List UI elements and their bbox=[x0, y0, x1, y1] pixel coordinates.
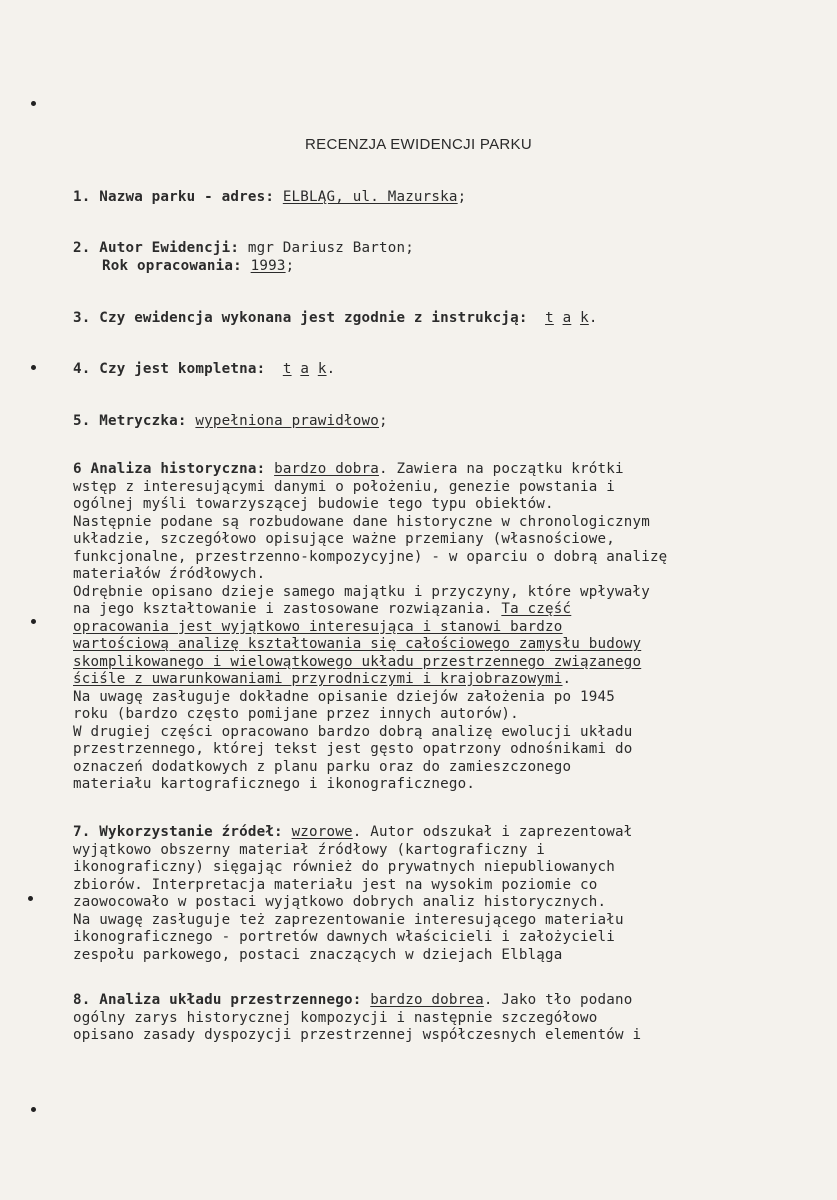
punch-hole-mark-5 bbox=[31, 1107, 36, 1112]
section-7-line-1 bbox=[73, 824, 633, 842]
text-line: W drugiej części opracowano bardzo dobrą analizę ewolucji układu bbox=[73, 723, 633, 740]
section-3 bbox=[73, 310, 598, 328]
text-line: . Jako tło podano bbox=[483, 992, 633, 1008]
park-address: ELBLĄG, ul. Mazurska bbox=[282, 189, 458, 205]
text-line: zaowocowało w postaci wyjątkowo dobrych analiz historycznych. bbox=[73, 894, 607, 910]
underlined-line: wartościową analizę kształtowania się całościowego zamysłu budowy bbox=[73, 636, 642, 652]
text-fragment: na jego kształtowanie i zastosowane rozwiązania. bbox=[73, 601, 502, 617]
text-line: . Zawiera na początku krótki bbox=[378, 461, 624, 477]
answer-letter: k bbox=[580, 310, 589, 326]
author-name: mgr Dariusz Barton; bbox=[247, 240, 414, 256]
section-5-label: 5. Metryczka: bbox=[73, 413, 187, 429]
answer-letter: a bbox=[562, 310, 572, 326]
underlined-line: skomplikowanego i wielowątkowego układu przestrzennego związanego bbox=[73, 653, 642, 670]
section-2 bbox=[73, 240, 414, 258]
text-line: ikonograficzny) sięgając również do prywatnych niepubliowanych bbox=[73, 859, 615, 875]
punctuation: ; bbox=[457, 189, 467, 205]
text-line: materiału kartograficznego i ikonograficznego. bbox=[73, 776, 476, 792]
punctuation: . bbox=[588, 310, 598, 326]
section-5 bbox=[73, 413, 388, 431]
year-value: 1993 bbox=[250, 258, 286, 274]
text-line: Odrębnie opisano dzieje samego majątku i przyczyny, które wpływały bbox=[73, 583, 650, 600]
text-line: opisano zasady dyspozycji przestrzennej współczesnych elementów i bbox=[73, 1027, 642, 1043]
section-6-label: 6 Analiza historyczna: bbox=[73, 461, 266, 477]
section-1-label: 1. Nazwa parku - adres: bbox=[73, 189, 275, 205]
answer-letter: t bbox=[282, 361, 292, 377]
text-line: zespołu parkowego, postaci znaczących w dziejach Elbląga bbox=[73, 946, 563, 963]
section-1 bbox=[73, 189, 466, 207]
underlined-fragment: ściśle z uwarunkowaniami przyrodniczymi i krajobrazowymi bbox=[73, 671, 563, 687]
text-line: zbiorów. Interpretacja materiału jest na wysokim poziomie co bbox=[73, 876, 598, 893]
section-6-grade: bardzo dobra bbox=[274, 461, 379, 477]
text-line bbox=[73, 671, 571, 689]
section-4 bbox=[73, 361, 335, 379]
year-label: Rok opracowania: bbox=[102, 258, 242, 274]
punctuation: ; bbox=[285, 258, 295, 274]
section-7-label: 7. Wykorzystanie źródeł: bbox=[73, 824, 283, 840]
text-line: Na uwagę zasługuje też zaprezentowanie interesującego materiału bbox=[73, 911, 624, 928]
underlined-fragment: Ta część bbox=[501, 601, 572, 617]
text-line: ogólnej myśli towarzyszącej budowie tego typu obiektów. bbox=[73, 496, 554, 512]
section-2-label: 2. Autor Ewidencji: bbox=[73, 240, 240, 256]
text-line: wstęp z interesującymi danymi o położeniu, genezie powstania i bbox=[73, 478, 615, 495]
underlined-line: opracowania jest wyjątkowo interesująca i stanowi bardzo bbox=[73, 618, 563, 635]
section-6-line-1 bbox=[73, 461, 624, 479]
section-8-label: 8. Analiza układu przestrzennego: bbox=[73, 992, 362, 1008]
text-line: ikonograficznego - portretów dawnych właścicieli i założycieli bbox=[73, 929, 615, 945]
answer-letter: a bbox=[300, 361, 310, 377]
punch-hole-mark-4 bbox=[28, 896, 33, 901]
punctuation: . bbox=[562, 671, 572, 687]
text-line: przestrzennego, której tekst jest gęsto opatrzony odnośnikami do bbox=[73, 741, 633, 757]
section-8-line-1 bbox=[73, 992, 633, 1010]
text-line: roku (bardzo często pomijane przez innych autorów). bbox=[73, 706, 519, 722]
section-4-label: 4. Czy jest kompletna: bbox=[73, 361, 266, 377]
text-line: Na uwagę zasługuje dokładne opisanie dziejów założenia po 1945 bbox=[73, 688, 615, 705]
punch-hole-mark-2 bbox=[31, 365, 36, 370]
punctuation: ; bbox=[378, 413, 388, 429]
text-line: . Autor odszukał i zaprezentował bbox=[352, 824, 633, 840]
section-7-grade: wzorowe bbox=[291, 824, 353, 840]
text-line: oznaczeń dodatkowych z planu parku oraz do zamieszczonego bbox=[73, 758, 572, 775]
text-line: Następnie podane są rozbudowane dane historyczne w chronologicznym bbox=[73, 513, 650, 530]
section-2-year bbox=[102, 258, 294, 276]
punctuation: . bbox=[326, 361, 336, 377]
section-3-label: 3. Czy ewidencja wykonana jest zgodnie z instrukcją: bbox=[73, 310, 528, 326]
text-line: wyjątkowo obszerny materiał źródłowy (kartograficzny i bbox=[73, 841, 546, 858]
text-line: materiałów źródłowych. bbox=[73, 566, 266, 582]
text-line: funkcjonalne, przestrzenno-kompozycyjne) - w oparciu o dobrą analizę bbox=[73, 548, 668, 565]
text-line: układzie, szczegółowo opisujące ważne przemiany (własnościowe, bbox=[73, 531, 615, 547]
text-line bbox=[73, 601, 571, 619]
answer-letter: t bbox=[545, 310, 554, 326]
text-line: ogólny zarys historycznej kompozycji i następnie szczegółowo bbox=[73, 1009, 598, 1026]
punch-hole-mark-1 bbox=[31, 101, 36, 106]
punch-hole-mark-3 bbox=[31, 619, 36, 624]
answer-letter: k bbox=[317, 361, 327, 377]
metryczka-value: wypełniona prawidłowo bbox=[195, 413, 379, 429]
section-8-grade: bardzo dobrea bbox=[370, 992, 484, 1008]
document-title: RECENZJA EWIDENCJI PARKU bbox=[305, 136, 532, 153]
